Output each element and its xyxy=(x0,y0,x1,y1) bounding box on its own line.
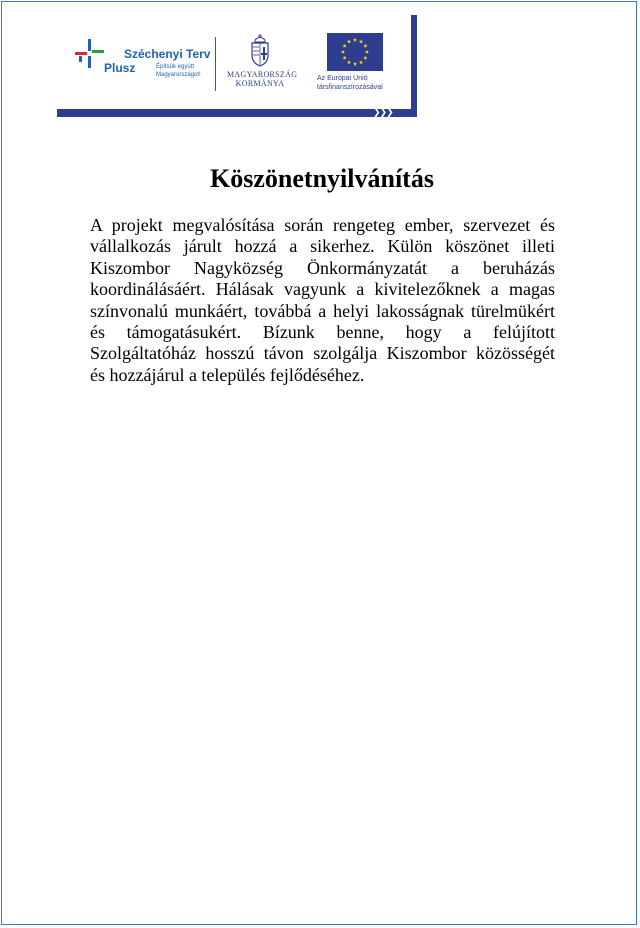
body-paragraph xyxy=(90,215,555,386)
paragraph-line: vállalkozás járult hozzá a sikerhez. Külön köszönet illeti xyxy=(90,236,555,257)
szechenyi-tagline-1: Építsük együtt xyxy=(156,64,195,70)
chevron-arrows-icon: ❯❯❯ xyxy=(373,108,393,118)
szechenyi-tagline-2: Magyarországot! xyxy=(156,72,201,78)
eu-caption-1: Az Európai Unió xyxy=(317,75,368,82)
logo-divider xyxy=(215,37,216,91)
paragraph-line: és támogatásukért. Bízunk benne, hogy a felújított xyxy=(90,322,555,343)
hungarian-coat-of-arms-icon xyxy=(249,33,271,67)
page-frame xyxy=(1,1,637,925)
header-vertical-bar xyxy=(411,15,417,111)
eu-logo xyxy=(315,33,405,92)
paragraph-line: Szolgáltatóház hosszú távon szolgálja Kiszombor közösségét xyxy=(90,343,555,364)
szechenyi-title: Széchenyi Terv xyxy=(124,47,211,61)
paragraph-line: színvonalú munkáért, továbbá a helyi lakosságnak türelmükért xyxy=(90,300,555,321)
szechenyi-terv-logo xyxy=(75,39,215,89)
header-banner xyxy=(57,15,420,119)
paragraph-line: Kiszombor Nagyközség Önkormányzatát a beruházás xyxy=(90,257,555,278)
paragraph-line: A projekt megvalósítása során rengeteg ember, szervezet és xyxy=(90,215,555,235)
paragraph-line: és hozzájárul a település fejlődéséhez. xyxy=(90,364,365,385)
eu-caption-2: társfinanszírozásával xyxy=(317,84,383,91)
government-name-2: KORMÁNYA xyxy=(235,79,285,88)
page-title: Köszönetnyilvánítás xyxy=(210,164,434,193)
szechenyi-cross-icon xyxy=(75,39,105,69)
eu-flag-icon xyxy=(327,33,383,71)
government-name-1: MAGYARORSZÁG xyxy=(227,70,298,79)
header-horizontal-bar xyxy=(57,109,417,117)
government-logo xyxy=(227,33,298,107)
szechenyi-subtitle: Plusz xyxy=(104,61,136,75)
paragraph-line: koordinálásáért. Hálásak vagyunk a kivitelezőknek a magas xyxy=(90,279,555,300)
